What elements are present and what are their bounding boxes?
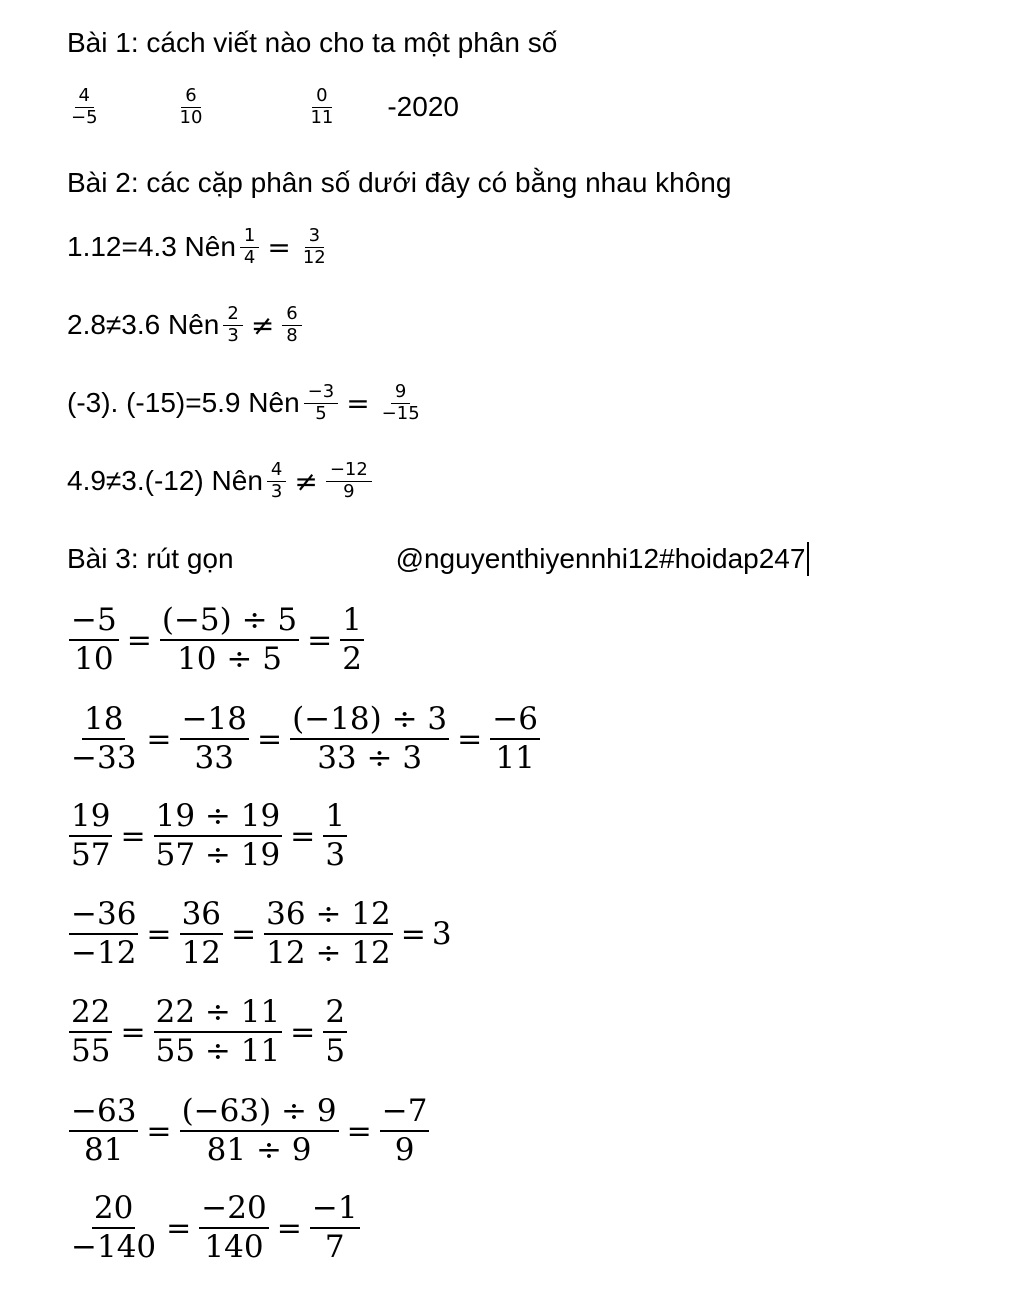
row-prefix: 4.9≠3.(-12) Nên [67,465,263,497]
fraction [160,602,299,678]
left-fraction [240,226,259,268]
row-prefix: 2.8≠3.6 Nên [67,309,220,341]
fraction [69,1190,158,1266]
denominator: 3 [270,480,283,502]
equals-sign: = [256,721,283,757]
numerator: 20 [92,1190,135,1229]
bai3-row-1 [67,602,366,678]
equals-sign: = [400,916,426,952]
numerator: 1 [240,226,259,248]
author-watermark: @nguyenthiyennhi12#hoidap247 [395,543,806,574]
fraction [180,1093,339,1169]
fraction [69,896,138,972]
bai1-fraction-1 [67,86,102,128]
denominator: 5 [315,402,327,424]
denominator: 33 ÷ 3 [317,740,423,777]
bai3-heading: Bài 3: rút gọn [67,543,234,574]
row-prefix: 1.12=4.3 Nên [67,231,236,263]
equals-sign: = [146,721,172,757]
fraction [69,1093,138,1169]
denominator: 57 [71,837,111,874]
left-fraction [267,460,286,502]
bai1-integer: -2020 [387,91,459,123]
numerator: −1 [310,1190,360,1229]
fraction [69,602,119,678]
bai2-heading: Bài 2: các cặp phân số dưới đây có bằng nhau không [67,167,732,198]
equals-sign: = [290,818,316,854]
denominator: 5 [325,1033,346,1070]
relation-sign: ≠ [294,464,318,498]
right-fraction [299,226,330,268]
numerator: −3 [304,382,339,404]
equals-sign: = [346,1113,372,1149]
bai3-row-7 [67,1190,362,1266]
numerator: 36 [180,896,223,935]
denominator: 140 [204,1229,264,1266]
denominator: 9 [394,1132,415,1169]
fraction [340,602,364,678]
fraction [180,896,223,972]
equals-sign: = [276,1210,302,1246]
fraction [323,798,347,874]
numerator: 2 [223,304,242,326]
bai1-options [67,86,459,128]
denominator: 10 [74,641,114,678]
right-fraction [378,382,424,424]
equals-sign: = [231,916,257,952]
numerator: 36 ÷ 12 [264,896,393,935]
numerator: −7 [380,1093,430,1132]
denominator: 12 [181,935,222,972]
fraction [69,994,112,1070]
denominator: −15 [381,402,420,424]
bai3-row-6 [67,1093,431,1169]
denominator: 3 [227,324,239,346]
fraction [310,1190,360,1266]
bai3-row-4 [67,896,452,972]
numerator: (−5) ÷ 5 [160,602,299,641]
denominator: 55 [71,1033,111,1070]
numerator: 6 [282,304,301,326]
fraction [69,701,138,777]
equals-sign: = [120,1014,146,1050]
numerator: 19 [69,798,112,837]
bai2-row-3 [67,382,428,424]
numerator: 3 [305,226,324,248]
right-fraction [282,304,301,346]
bai3-row-2 [67,701,542,777]
denominator: 10 ÷ 5 [177,641,282,678]
equals-sign: = [307,622,333,658]
denominator: 11 [310,106,334,128]
equals-sign: = [146,916,172,952]
numerator: −5 [69,602,119,641]
denominator: 4 [243,246,256,268]
denominator: 9 [343,480,355,502]
fraction [380,1093,430,1169]
bai1-fraction-3 [306,86,337,128]
equals-sign: = [166,1210,192,1246]
denominator: 81 ÷ 9 [206,1132,312,1169]
denominator: 7 [324,1229,345,1266]
equals-sign: = [126,622,152,658]
denominator: 81 [83,1132,124,1169]
numerator: (−63) ÷ 9 [180,1093,339,1132]
fraction [154,994,283,1070]
denominator: 8 [286,324,298,346]
fraction [180,701,249,777]
equals-sign: = [120,818,146,854]
numerator: 6 [181,86,200,108]
right-fraction [326,460,372,502]
numerator: 4 [75,86,94,108]
fraction [290,701,449,777]
result-value: 3 [431,916,452,953]
denominator: 55 ÷ 11 [155,1033,281,1070]
bai3-row-3 [67,798,349,874]
fraction [154,798,283,874]
fraction [323,994,347,1070]
numerator: (−18) ÷ 3 [290,701,449,740]
numerator: 22 ÷ 11 [154,994,283,1033]
denominator: 33 [194,740,234,777]
fraction [69,798,112,874]
bai2-row-2 [67,304,306,346]
left-fraction [304,382,339,424]
denominator: 12 [302,246,326,268]
relation-sign: = [346,386,370,420]
equals-sign: = [290,1014,316,1050]
numerator: 18 [82,701,125,740]
numerator: −63 [69,1093,138,1132]
fraction [199,1190,268,1266]
denominator: −5 [71,106,98,128]
numerator: −6 [490,701,540,740]
relation-sign: = [267,230,291,264]
equals-sign: = [146,1113,172,1149]
numerator: 1 [323,798,347,837]
numerator: −36 [69,896,138,935]
bai3-heading-line [67,542,809,576]
left-fraction [223,304,242,346]
denominator: 10 [179,106,203,128]
denominator: 11 [495,740,535,777]
text-cursor [807,542,809,576]
numerator: −18 [180,701,249,740]
numerator: 22 [69,994,112,1033]
numerator: −12 [326,460,372,482]
numerator: −20 [199,1190,268,1229]
equals-sign: = [457,721,483,757]
fraction [264,896,393,972]
denominator: 57 ÷ 19 [155,837,281,874]
denominator: −12 [71,935,137,972]
row-prefix: (-3). (-15)=5.9 Nên [67,387,300,419]
denominator: 12 ÷ 12 [266,935,391,972]
bai3-row-5 [67,994,349,1070]
bai1-fraction-2 [176,86,207,128]
denominator: −33 [71,740,137,777]
numerator: 1 [340,602,364,641]
numerator: 4 [267,460,286,482]
relation-sign: ≠ [250,308,275,342]
numerator: 2 [323,994,347,1033]
denominator: 3 [325,837,346,874]
denominator: 2 [342,641,363,678]
fraction [490,701,540,777]
numerator: 19 ÷ 19 [154,798,283,837]
bai1-heading: Bài 1: cách viết nào cho ta một phân số [67,27,558,58]
bai2-row-1 [67,226,334,268]
denominator: −140 [71,1229,157,1266]
numerator: 0 [312,86,331,108]
bai2-row-4 [67,460,376,502]
numerator: 9 [391,382,410,404]
